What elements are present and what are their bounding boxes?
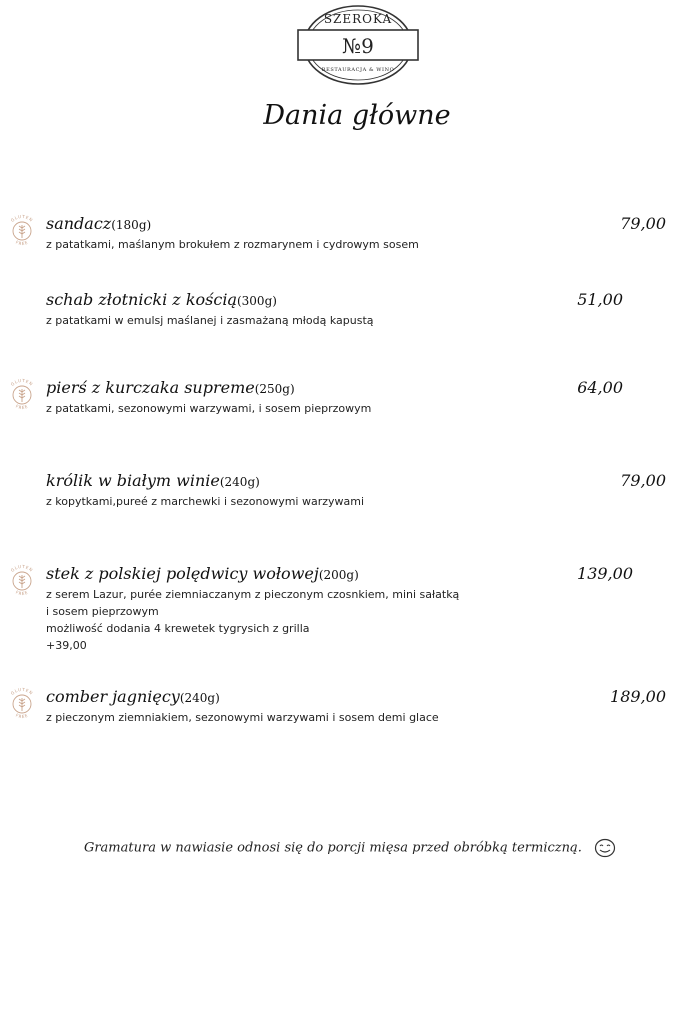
description-line: i sosem pieprzowym xyxy=(46,605,159,618)
dish-description xyxy=(46,493,364,510)
dish-title: sandacz xyxy=(46,214,112,233)
logo-subtitle: RESTAURACJA & WINO xyxy=(321,67,395,73)
smiley-icon xyxy=(594,838,616,858)
dish-description xyxy=(46,709,439,726)
svg-text:FREE: FREE xyxy=(14,712,30,720)
description-line: z patatkami, sezonowymi warzywami, i sosem pieprzowym xyxy=(46,402,372,415)
dish-price: 189,00 xyxy=(610,687,666,706)
dish-weight: (180g) xyxy=(111,218,152,232)
dish-title: pierś z kurczaka supreme xyxy=(46,378,255,397)
svg-text:GLUTEN: GLUTEN xyxy=(9,687,35,696)
dish-weight: (200g) xyxy=(318,568,359,582)
gluten-free-icon xyxy=(5,214,39,248)
footer-text: Gramatura w nawiasie odnosi się do porcji mięsa przed obróbką termiczną. xyxy=(83,840,582,856)
restaurant-logo xyxy=(296,2,420,88)
dish-price: 64,00 xyxy=(577,378,623,397)
description-line: z patatkami, maślanym brokułem z rozmarynem i cydrowym sosem xyxy=(46,238,419,251)
dish-title: stek z polskiej polędwicy wołowej xyxy=(46,564,319,583)
svg-text:FREE: FREE xyxy=(14,239,30,247)
gluten-free-icon xyxy=(5,687,39,721)
dish-name xyxy=(46,378,295,397)
dish-description xyxy=(46,400,371,417)
dish-description xyxy=(46,312,374,329)
svg-text:FREE: FREE xyxy=(14,589,30,597)
svg-text:GLUTEN: GLUTEN xyxy=(9,378,35,387)
description-line: możliwość dodania 4 krewetek tygrysich z grilla xyxy=(46,622,310,635)
svg-text:FREE: FREE xyxy=(14,403,30,411)
dish-title: schab złotnicki z kością xyxy=(46,290,237,309)
dish-weight: (250g) xyxy=(254,382,295,396)
svg-text:GLUTEN: GLUTEN xyxy=(9,214,35,223)
logo-number: №9 xyxy=(342,34,374,58)
dish-title: królik w białym winie xyxy=(46,471,220,490)
description-line: z serem Lazur, purée ziemniaczanym z pieczonym czosnkiem, mini sałatką xyxy=(46,588,460,601)
dish-title: comber jagnięcy xyxy=(46,687,180,706)
description-line: z pieczonym ziemniakiem, sezonowymi warzywami i sosem demi glace xyxy=(46,711,439,724)
dish-name xyxy=(46,214,151,233)
dish-name xyxy=(46,290,277,309)
footer-note xyxy=(0,838,700,858)
dish-name xyxy=(46,471,260,490)
gluten-free-icon xyxy=(5,564,39,598)
dish-price: 79,00 xyxy=(620,471,666,490)
dish-name xyxy=(46,564,359,583)
svg-text:GLUTEN: GLUTEN xyxy=(9,564,35,573)
description-line: z kopytkami,pureé z marchewki i sezonowymi warzywami xyxy=(46,495,365,508)
description-line: z patatkami w emulsj maślanej i zasmażaną młodą kapustą xyxy=(46,314,374,327)
dish-weight: (300g) xyxy=(236,294,277,308)
dish-price: 139,00 xyxy=(577,564,633,583)
dish-description xyxy=(46,236,419,253)
gluten-free-icon xyxy=(5,378,39,412)
description-line: +39,00 xyxy=(46,639,87,652)
dish-description xyxy=(46,586,459,654)
logo-name: SZEROKA xyxy=(323,12,393,26)
dish-price: 79,00 xyxy=(620,214,666,233)
page-title: Dania główne xyxy=(263,100,451,131)
dish-name xyxy=(46,687,220,706)
dish-price: 51,00 xyxy=(577,290,623,309)
dish-weight: (240g) xyxy=(219,475,260,489)
dish-weight: (240g) xyxy=(179,691,220,705)
